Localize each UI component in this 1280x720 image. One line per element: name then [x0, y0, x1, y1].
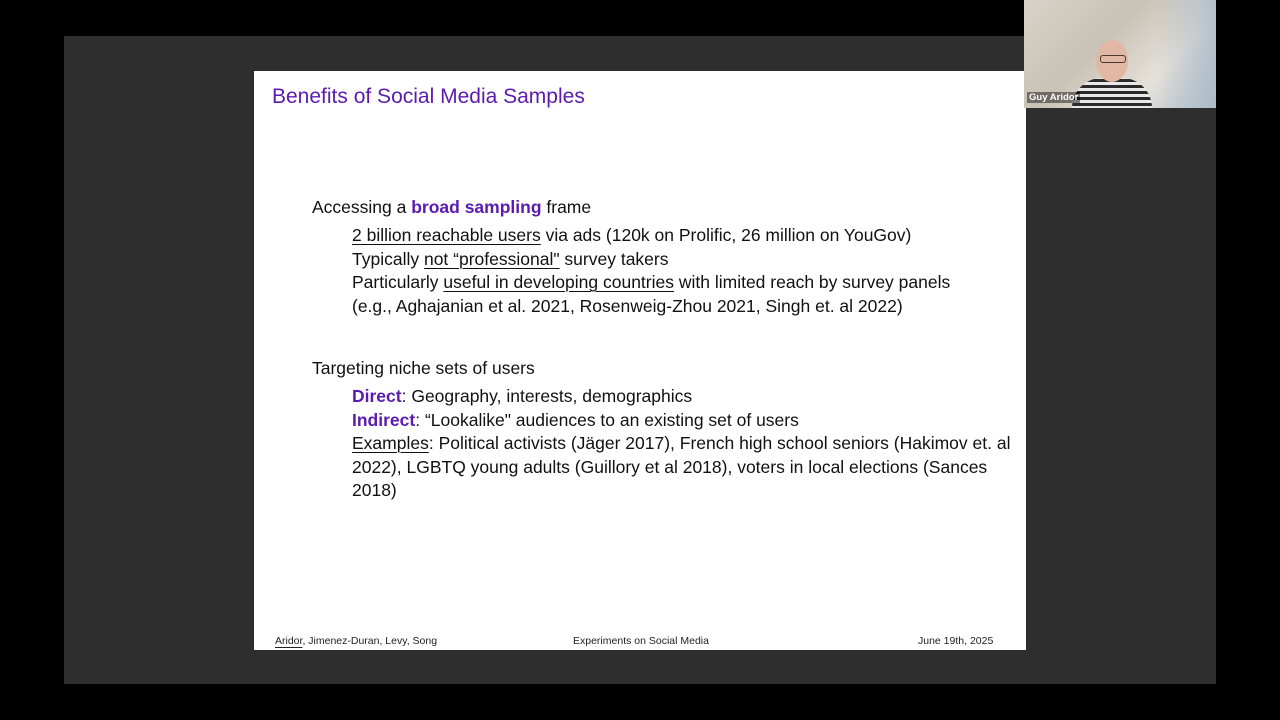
glasses-icon	[1100, 55, 1126, 63]
presentation-slide	[254, 71, 1026, 650]
bullet-reachable-users: 2 billion reachable users via ads (120k on Prolific, 26 million on YouGov)	[352, 225, 912, 245]
participant-body	[1072, 78, 1152, 108]
bullet-citations: (e.g., Aghajanian et al. 2021, Rosenweig-Zhou 2021, Singh et. al 2022)	[352, 295, 903, 316]
bullet-examples: Examples: Political activists (Jäger 2017), French high school seniors (Hakimov et. al 2022), LGBTQ young adults (Guillory et al 2018), voters in local elections (Sances 2018)	[352, 433, 1011, 500]
section-heading-targeting: Targeting niche sets of users	[312, 358, 535, 378]
targeting-bullets	[352, 385, 1012, 503]
bullet-not-professional: Typically not “professional" survey takers	[352, 248, 669, 269]
footer-date: June 19th, 2025	[918, 635, 994, 647]
section-heading-sampling: Accessing a broad sampling frame	[312, 197, 592, 217]
emphasis-broad-sampling: broad sampling	[411, 197, 542, 217]
bullet-direct: Direct: Geography, interests, demographics	[352, 386, 693, 406]
slide-title: Benefits of Social Media Samples	[272, 85, 585, 108]
video-background	[1156, 0, 1216, 108]
bullet-developing-countries: Particularly useful in developing countries with limited reach by survey panels	[352, 272, 951, 292]
bullet-indirect: Indirect: “Lookalike" audiences to an existing set of users	[352, 409, 799, 430]
footer-authors: Aridor, Jimenez-Duran, Levy, Song	[275, 635, 438, 647]
participant-video-tile[interactable]	[1024, 0, 1216, 108]
sampling-bullets	[352, 224, 1012, 318]
participant-name-label: Guy Aridor	[1029, 92, 1079, 103]
footer-talk-title: Experiments on Social Media	[573, 635, 709, 647]
